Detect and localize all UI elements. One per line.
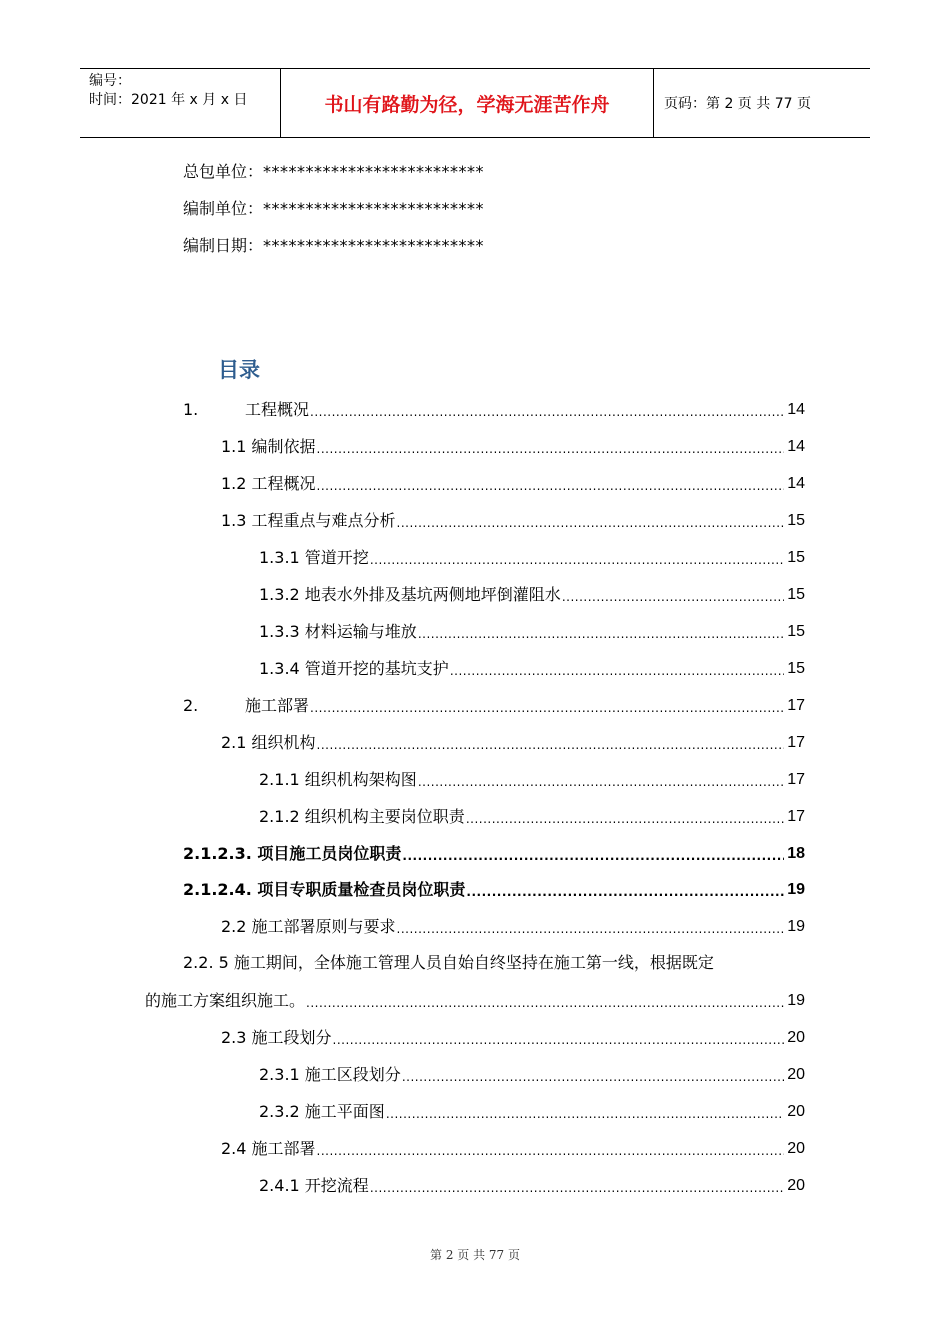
info-label: 编制单位： [183, 199, 264, 218]
toc-entry-text: 1.3 工程重点与难点分析 [221, 511, 396, 530]
toc-entry-page: 17 [787, 734, 805, 751]
doc-code-label: 编号： [89, 73, 131, 89]
toc-entry-text: 2.3.2 施工平面图 [259, 1102, 385, 1121]
toc-entry-text: 1.3.2 地表水外排及基坑两侧地坪倒灌阻水 [259, 585, 561, 604]
toc-leader [397, 921, 784, 937]
toc-entry-text: 工程概况 [245, 400, 310, 419]
toc-entry-page: 17 [787, 771, 805, 788]
toc-leader [562, 589, 784, 605]
toc-entry[interactable] [221, 433, 805, 457]
toc-entry-text: 2.1.2.3. 项目施工员岗位职责 [183, 844, 402, 863]
toc-entry-text: 1.3.3 材料运输与堆放 [259, 622, 417, 641]
toc-entry-page: 14 [787, 438, 805, 455]
toc-entry-text: 1.3.4 管道开挖的基坑支护 [259, 659, 449, 678]
toc-entry[interactable] [183, 692, 805, 716]
toc-entry-text: 2.3 施工段划分 [221, 1028, 332, 1047]
toc-entry-text: 施工部署 [245, 696, 310, 715]
toc-leader [370, 552, 784, 568]
toc-entry-text: 1.1 编制依据 [221, 437, 316, 456]
toc-entry-page: 18 [787, 845, 805, 862]
toc-entry[interactable] [145, 987, 805, 1011]
toc-leader [397, 515, 784, 531]
toc-entry-page: 15 [787, 623, 805, 640]
toc-entry-page: 14 [787, 475, 805, 492]
toc-entry-text: 1.2 工程概况 [221, 474, 316, 493]
toc-entry-page: 15 [787, 660, 805, 677]
toc-entry-wrapped-line[interactable]: 2.2. 5 施工期间，全体施工管理人员自始自终坚持在施工第一线，根据既定 [183, 953, 714, 972]
toc-entry-page: 19 [787, 918, 805, 935]
toc-leader [317, 478, 784, 494]
toc-entry[interactable] [221, 470, 805, 494]
doc-time-label: 时间：2021 年 x 月 x 日 [89, 92, 248, 108]
page-header [80, 68, 870, 138]
toc-entry[interactable] [259, 544, 805, 568]
toc-entry[interactable] [259, 1098, 805, 1122]
header-page-label: 页码：第 2 页 共 77 页 [664, 96, 811, 112]
info-label: 总包单位： [183, 162, 264, 181]
toc-leader [306, 995, 784, 1011]
toc-entry-text: 2.1 组织机构 [221, 733, 316, 752]
toc-entry-text: 2.4.1 开挖流程 [259, 1176, 369, 1195]
toc-entry[interactable] [183, 876, 805, 900]
toc-entry-page: 20 [787, 1103, 805, 1120]
info-line-author-unit [183, 196, 484, 219]
toc-leader [370, 1180, 784, 1196]
toc-entry[interactable] [183, 840, 805, 864]
toc-entry-page: 17 [787, 808, 805, 825]
toc-entry-text: 2.1.1 组织机构架构图 [259, 770, 417, 789]
toc-leader [418, 774, 784, 790]
toc-entry[interactable] [259, 766, 805, 790]
toc-leader [466, 811, 784, 827]
toc-entry-page: 17 [787, 697, 805, 714]
toc-entry-page: 19 [787, 992, 805, 1009]
toc-entry-page: 15 [787, 512, 805, 529]
toc-entry-text: 2.1.2.4. 项目专职质量检查员岗位职责 [183, 880, 466, 899]
toc-leader [317, 1143, 784, 1159]
toc-entry-text: 的施工方案组织施工。 [145, 991, 306, 1010]
toc-entry-text: 2.1.2 组织机构主要岗位职责 [259, 807, 465, 826]
toc-entry[interactable] [221, 1135, 805, 1159]
toc-entry-number: 2. [183, 696, 199, 715]
toc-entry-text: 2.4 施工部署 [221, 1139, 316, 1158]
toc-entry[interactable] [221, 729, 805, 753]
info-line-date [183, 233, 484, 256]
toc-entry-text: 2.2 施工部署原则与要求 [221, 917, 396, 936]
toc-entry-page: 15 [787, 586, 805, 603]
toc-entry-page: 20 [787, 1029, 805, 1046]
page-footer: 第 2 页 共 77 页 [430, 1248, 520, 1262]
toc-leader [333, 1032, 784, 1048]
toc-entry-page: 19 [787, 881, 805, 898]
toc-entry[interactable] [221, 913, 805, 937]
toc-entry-page: 15 [787, 549, 805, 566]
toc-leader [310, 404, 784, 420]
toc-entry[interactable] [259, 581, 805, 605]
toc-entry[interactable] [259, 618, 805, 642]
header-meta [80, 69, 281, 137]
toc-entry-page: 20 [787, 1140, 805, 1157]
toc-entry[interactable] [259, 803, 805, 827]
toc-leader [402, 1069, 784, 1085]
toc-leader [418, 626, 784, 642]
toc-entry[interactable] [259, 1061, 805, 1085]
info-value: ************************** [263, 236, 485, 255]
toc-entry[interactable] [221, 507, 805, 531]
header-motto: 书山有路勤为径，学海无涯苦作舟 [281, 69, 654, 137]
toc-entry[interactable] [221, 1024, 805, 1048]
toc-entry[interactable] [183, 396, 805, 420]
toc-entry[interactable] [259, 655, 805, 679]
toc-leader [310, 700, 784, 716]
info-value: ************************** [263, 199, 485, 218]
toc-leader [386, 1106, 784, 1122]
toc-entry-text: 1.3.1 管道开挖 [259, 548, 369, 567]
toc-entry[interactable] [259, 1172, 805, 1196]
info-line-contractor [183, 159, 484, 182]
toc-title: 目录 [218, 358, 260, 382]
toc-entry-page: 14 [787, 401, 805, 418]
info-label: 编制日期： [183, 236, 264, 255]
toc-entry-page: 20 [787, 1177, 805, 1194]
toc-entry-text: 2.3.1 施工区段划分 [259, 1065, 401, 1084]
toc-entry-page: 20 [787, 1066, 805, 1083]
toc-leader [466, 884, 784, 900]
info-value: ************************** [263, 162, 485, 181]
toc-leader [317, 737, 784, 753]
toc-leader [317, 441, 784, 457]
toc-entry-number: 1. [183, 400, 199, 419]
toc-leader [402, 848, 784, 864]
toc-leader [450, 663, 784, 679]
